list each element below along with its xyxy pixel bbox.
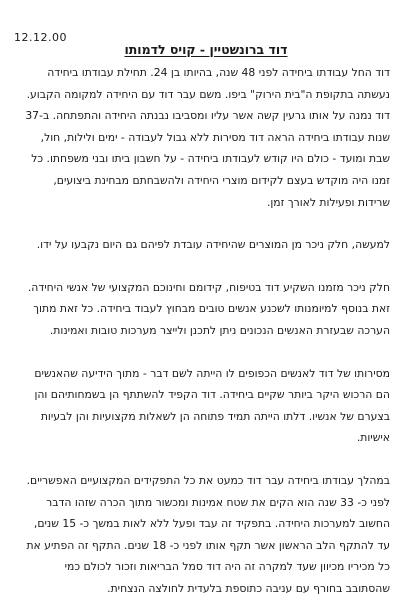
document-date: 12.12.00 [14,31,67,44]
paragraph-gap [24,342,390,363]
paragraph-gap [24,449,390,470]
paragraph-gap [24,213,390,234]
paragraph-3: חלק ניכר מזמנו השקיע דוד בטיפוח, קידומם וחינוכם המקצועי של אנשי היחידה. זאת בנוסף למיומנותו לשכנע אנשים טובים מבחוץ לעבוד ביחידה. כל זאת מתוך הערכה שבעזרת האנשים הנכונים ניתן לתכנן ולייצר מערכות טובות ואמינות. [27,280,390,337]
paragraph-5: במהלך עבודתו ביחידה עבר דוד כמעט את כל התפקידים המקצועיים האפשריים. לפני כ- 33 שנה הוא הקים את שטח אמינות ומכשור מתוך הכרה שזהו הדבר החשוב למערכות היחידה. בתפקיד זה עבד ופעל ללא לאות במשך כ- 15 שנים, עד להתקף הלב הראשון אשר תקף אותו לפני כ- 18 שנים. התקף זה הפתיע את כל מכיריו מכיוון שעד למקרה זה היה דוד סמל הבריאות וזכור לכולם כמי שהסתובב בחורף עם עניבה כתוספת בלעדית לחולצה הנצחית. [26,473,390,595]
paragraph-4: מסירותו של דוד לאנשים הכפופים לו הייתה לשם דבר - מתוך הידיעה שהאנשים הם הרכוש היקר ביותר שקיים ביחידה. דוד הקפיד להשתתף הן בשמחותיהם והן בצערם של אנשיו. דלתו הייתה תמיד פתוחה הן לשאלות מקצועיות והן לבעיות אישיות. [34,366,390,445]
paragraph-gap [24,256,390,277]
document-title [0,42,412,57]
document-title-text: דוד ברונשטיין - קויס לדמותו [124,42,288,57]
paragraph-1: דוד החל עבודתו ביחידה לפני 48 שנה, בהיותו בן 24. תחילת עבודתו ביחידה נעשתה בתקופת ה"בית הירוק" ביפו. משם עבר דוד עם היחידה למקומה הקבוע. דוד נמנה על אותו גרעין קשה אשר עליו ומסביבו נבנתה היחידה והתפתחה. ב-37 שנות עבודתו ביחידה הראה דוד מסירות ללא גבול לעבודה - ימים ולילות, חול, שבת ומועד - כולם היו קודש לעבודתו ביחידה - על חשבון ביתו ובני משפחתו. כל זמנו היה מוקדש בעצם לקידום מוצרי היחידה ולהשבחתם מבחינת ביצועים, שרידות ופעילות לאורך זמן. [25,66,390,209]
document-body [24,62,390,599]
paragraph-2: למעשה, חלק ניכר מן המוצרים שהיחידה עובדת לפיהם גם היום נקבעו על ידו. [36,238,390,252]
